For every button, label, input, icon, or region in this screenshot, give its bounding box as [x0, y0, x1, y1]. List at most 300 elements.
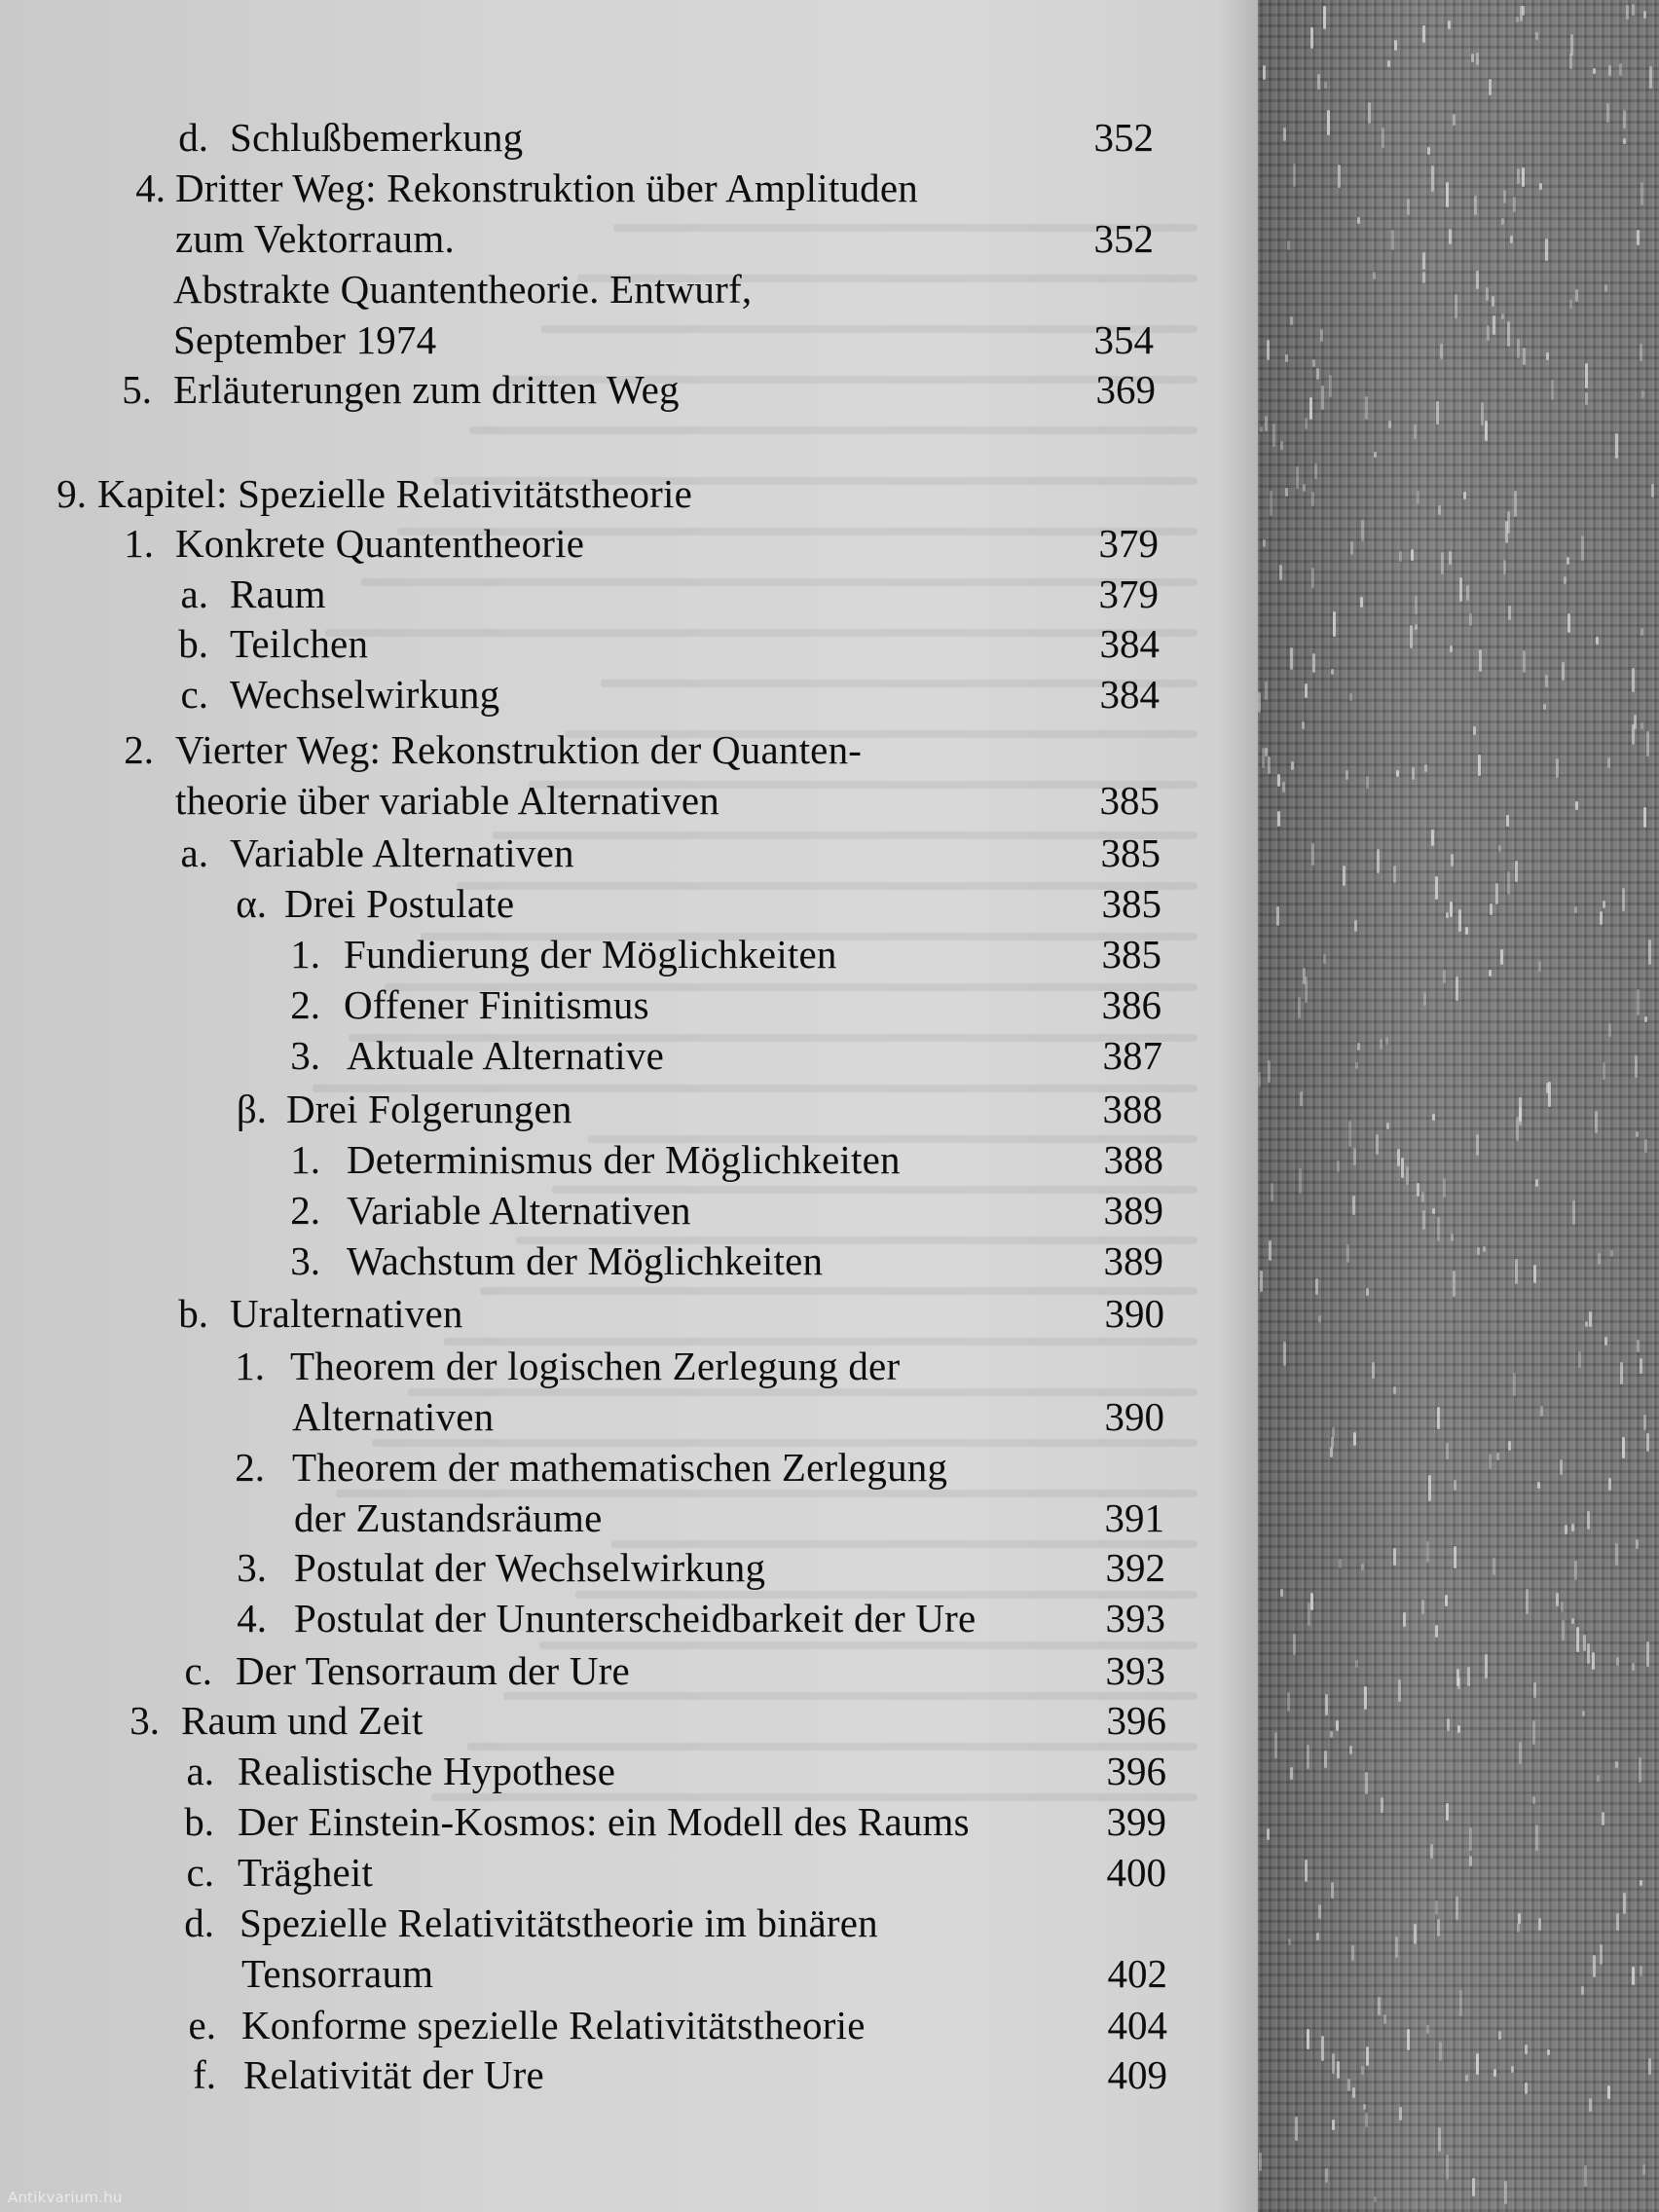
fabric-fleck [1646, 1433, 1649, 1452]
fabric-fleck [1469, 1856, 1472, 1866]
fabric-fleck [1520, 6, 1523, 21]
toc-entry-title: Trägheit [238, 1850, 374, 1895]
toc-entry [0, 1847, 1198, 1898]
fabric-fleck [1431, 830, 1434, 846]
fabric-fleck [1474, 196, 1477, 215]
fabric-fleck [1265, 682, 1268, 700]
fabric-fleck [1538, 961, 1541, 972]
fabric-fleck [1399, 551, 1402, 562]
toc-entry-page: 379 [1098, 521, 1159, 566]
toc-entry [0, 569, 1198, 619]
fabric-fleck [1507, 321, 1510, 347]
toc-entry-title: Theorem der mathematischen Zerlegung [292, 1445, 948, 1490]
fabric-fleck [1547, 2049, 1550, 2055]
fabric-fleck [1269, 1240, 1272, 1261]
fabric-fleck [1287, 240, 1290, 250]
fabric-fleck [1635, 1055, 1638, 1078]
fabric-fleck [1415, 596, 1418, 614]
fabric-fleck [1567, 557, 1569, 565]
fabric-fleck [1479, 649, 1482, 672]
toc-entry [0, 1235, 1198, 1286]
fabric-fleck [1436, 401, 1439, 424]
fabric-fleck [1548, 1082, 1551, 1107]
toc-entry-title: Alternativen [292, 1394, 495, 1439]
fabric-fleck [1360, 597, 1363, 608]
toc-entry-title: Schlußbemerkung [230, 115, 524, 160]
fabric-fleck [1310, 27, 1313, 49]
fabric-fleck [1493, 2069, 1496, 2077]
fabric-fleck [1632, 4, 1635, 16]
fabric-fleck [1372, 1362, 1375, 1379]
toc-entry [0, 1288, 1198, 1339]
fabric-fleck [1525, 2045, 1528, 2054]
fabric-fleck [1592, 1652, 1595, 1670]
fabric-fleck [1486, 287, 1489, 301]
toc-entry-title: Offener Finitismus [344, 982, 649, 1027]
fabric-fleck [1393, 1548, 1396, 1566]
fabric-fleck [1421, 1192, 1424, 1202]
toc-entry-title: Postulat der Ununterscheidbarkeit der Ure [294, 1596, 977, 1641]
fabric-fleck [1489, 79, 1492, 95]
toc-entry-title: theorie über variable Alternativen [175, 778, 719, 823]
toc-entry-page: 379 [1098, 571, 1159, 616]
toc-entry [0, 364, 1198, 415]
fabric-fleck [1644, 1016, 1647, 1022]
toc-entry-page: 384 [1099, 621, 1160, 666]
fabric-fleck [1641, 722, 1643, 729]
fabric-fleck [1451, 854, 1454, 866]
fabric-fleck [1450, 902, 1453, 917]
toc-entry-page: 389 [1103, 1188, 1163, 1233]
fabric-fleck [1485, 421, 1488, 441]
fabric-fleck [1439, 2042, 1442, 2061]
fabric-fleck [1476, 1134, 1479, 1156]
fabric-fleck [1424, 764, 1427, 772]
fabric-fleck [1537, 1482, 1540, 1489]
fabric-fleck [1600, 1944, 1603, 1965]
fabric-fleck [1374, 452, 1377, 458]
fabric-fleck [1622, 1437, 1625, 1458]
fabric-fleck [1327, 110, 1330, 135]
toc-entry-title: Relativität der Ure [243, 2052, 544, 2097]
fabric-fleck [1636, 1539, 1639, 1549]
fabric-fleck [1522, 167, 1525, 187]
fabric-fleck [1401, 1158, 1404, 1178]
fabric-fleck [1435, 1900, 1438, 1915]
toc-entry [0, 1898, 1198, 1948]
fabric-fleck [1458, 909, 1461, 932]
fabric-fleck [1394, 40, 1397, 51]
fabric-fleck [1603, 901, 1605, 908]
fabric-fleck [1451, 1234, 1454, 1241]
fabric-fleck [1640, 1358, 1642, 1374]
toc-entry-page: 393 [1105, 1596, 1165, 1641]
fabric-fleck [1455, 294, 1457, 318]
fabric-fleck [1651, 484, 1654, 498]
fabric-fleck [1641, 628, 1643, 636]
fabric-fleck [1583, 1635, 1586, 1651]
toc-entry-title: Fundierung der Möglichkeiten [344, 932, 837, 977]
toc-entry-title: Konforme spezielle Relativitätstheorie [241, 2003, 866, 2047]
fabric-fleck [1349, 1746, 1352, 1754]
fabric-fleck [1395, 1936, 1398, 1958]
fabric-fleck [1467, 1667, 1470, 1686]
fabric-fleck [1507, 871, 1510, 895]
fabric-fleck [1602, 1812, 1604, 1825]
toc-entry-page: 352 [1093, 115, 1154, 160]
fabric-fleck [1309, 397, 1312, 420]
fabric-fleck [1595, 1111, 1598, 1133]
fabric-fleck [1302, 721, 1305, 729]
fabric-fleck [1318, 1315, 1321, 1323]
fabric-fleck [1336, 1720, 1339, 1731]
fabric-fleck [1353, 1432, 1356, 1446]
fabric-fleck [1361, 520, 1364, 541]
toc-entry-title: Variable Alternativen [230, 830, 574, 875]
fabric-fleck [1525, 2083, 1528, 2094]
fabric-fleck [1427, 147, 1430, 155]
fabric-fleck [1355, 1062, 1358, 1069]
toc-entry [0, 264, 1198, 314]
fabric-fleck [1380, 1039, 1382, 1050]
fabric-fleck [1428, 1475, 1431, 1501]
fabric-fleck [1519, 1742, 1522, 1764]
toc-entry-page: 391 [1104, 1495, 1164, 1540]
fabric-fleck [1584, 2165, 1587, 2187]
fabric-fleck [1283, 1342, 1286, 1366]
fabric-fleck [1279, 565, 1282, 580]
toc-entry [0, 724, 1198, 775]
toc-entry-page: 389 [1103, 1238, 1163, 1283]
toc-entry-title: Raum [230, 571, 326, 616]
toc-entry [0, 1948, 1198, 1999]
toc-entry-page: 385 [1101, 932, 1161, 977]
fabric-fleck [1575, 289, 1578, 302]
toc-entry-title: Realistische Hypothese [238, 1749, 616, 1793]
fabric-fleck [1476, 53, 1479, 65]
fabric-fleck [1473, 726, 1476, 735]
fabric-fleck [1483, 1246, 1486, 1252]
fabric-fleck [1311, 843, 1314, 866]
toc-entry-number: a. [180, 830, 208, 875]
fabric-fleck [1533, 1265, 1536, 1283]
fabric-fleck [1438, 2127, 1441, 2152]
page-edge-shadow [1219, 0, 1258, 2212]
fabric-fleck [1417, 491, 1419, 504]
fabric-fleck [1321, 386, 1324, 410]
fabric-fleck [1598, 1253, 1601, 1265]
toc-entry-page: 409 [1107, 2052, 1167, 2097]
toc-entry-number: c. [180, 672, 208, 717]
fabric-fleck [1489, 970, 1492, 977]
toc-entry [0, 828, 1198, 878]
fabric-fleck [1504, 2181, 1507, 2204]
toc-entry-page: 384 [1099, 672, 1160, 717]
fabric-fleck [1268, 756, 1271, 774]
fabric-fleck [1501, 313, 1504, 319]
toc-entry-title: zum Vektorraum. [175, 216, 455, 261]
fabric-fleck [1376, 1134, 1379, 1155]
toc-entry [0, 213, 1198, 264]
fabric-fleck [1305, 418, 1308, 429]
fabric-fleck [1535, 1179, 1538, 1187]
toc-entry-number: b. [178, 621, 208, 666]
toc-entry-page: 385 [1101, 881, 1161, 926]
toc-entry-page: 386 [1101, 982, 1161, 1027]
fabric-fleck [1287, 1692, 1290, 1712]
fabric-fleck [1641, 390, 1644, 398]
fabric-fleck [1385, 1037, 1388, 1045]
toc-entry-title: Variable Alternativen [347, 1188, 691, 1233]
fabric-fleck [1487, 325, 1490, 341]
fabric-fleck [1607, 2085, 1610, 2099]
fabric-background [1258, 0, 1659, 2212]
fabric-fleck [1312, 359, 1315, 367]
fabric-fleck [1616, 1657, 1619, 1666]
fabric-fleck [1446, 182, 1449, 207]
fabric-fleck [1426, 2025, 1429, 2034]
fabric-fleck [1640, 344, 1642, 361]
fabric-fleck [1604, 1337, 1607, 1346]
fabric-fleck [1446, 1443, 1449, 1459]
fabric-fleck [1585, 1321, 1588, 1327]
fabric-fleck [1338, 165, 1341, 188]
toc-entry-title: Kapitel: Spezielle Relativitätstheorie [97, 471, 693, 516]
fabric-fleck [1519, 1107, 1522, 1125]
fabric-fleck [1320, 329, 1323, 342]
fabric-fleck [1364, 1686, 1367, 1710]
fabric-fleck [1311, 568, 1314, 588]
toc-entry-number: 9. [56, 471, 87, 516]
fabric-fleck [1271, 1183, 1273, 1201]
fabric-fleck [1646, 1641, 1649, 1667]
fabric-fleck [1276, 906, 1279, 926]
fabric-fleck [1503, 560, 1506, 574]
fabric-fleck [1532, 1796, 1535, 1804]
fabric-fleck [1581, 1986, 1584, 1995]
fabric-fleck [1457, 1725, 1460, 1733]
fabric-fleck [1535, 1825, 1538, 1851]
fabric-fleck [1426, 1541, 1429, 1563]
fabric-fleck [1296, 466, 1299, 489]
toc-entry-page: 369 [1095, 367, 1156, 412]
fabric-fleck [1616, 1913, 1619, 1931]
fabric-fleck [1280, 1589, 1283, 1597]
fabric-fleck [1574, 1561, 1577, 1580]
toc-entry [0, 1084, 1198, 1134]
fabric-fleck [1407, 199, 1410, 215]
toc-entry [0, 979, 1198, 1030]
fabric-fleck [1323, 954, 1326, 964]
fabric-fleck [1465, 927, 1468, 935]
fabric-fleck [1259, 2153, 1262, 2171]
fabric-fleck [1290, 316, 1293, 325]
fabric-fleck [1493, 1558, 1495, 1575]
fabric-fleck [1307, 2029, 1309, 2049]
fabric-fleck [1352, 2087, 1355, 2098]
toc-entry [0, 1391, 1198, 1442]
fabric-fleck [1477, 1247, 1480, 1255]
fabric-fleck [1608, 1478, 1611, 1491]
fabric-fleck [1339, 1559, 1342, 1568]
fabric-fleck [1435, 876, 1438, 900]
fabric-fleck [1565, 1525, 1567, 1534]
toc-entry [0, 1593, 1198, 1643]
fabric-fleck [1543, 704, 1546, 710]
fabric-fleck [1643, 11, 1646, 18]
fabric-fleck [1258, 1072, 1261, 1088]
toc-entry-title: Teilchen [230, 621, 369, 666]
fabric-fleck [1283, 128, 1286, 141]
fabric-fleck [1456, 977, 1458, 1001]
fabric-fleck [1258, 692, 1261, 713]
fabric-fleck [1268, 1060, 1271, 1083]
fabric-fleck [1323, 6, 1326, 29]
toc-entry-page: 385 [1100, 830, 1161, 875]
fabric-fleck [1348, 1121, 1351, 1147]
fabric-fleck [1314, 463, 1317, 479]
fabric-fleck [1354, 920, 1357, 932]
toc-entry-number: 4. [237, 1596, 267, 1641]
toc-entry-page: 387 [1102, 1033, 1162, 1078]
fabric-fleck [1363, 2104, 1366, 2110]
fabric-fleck [1610, 1250, 1613, 1257]
fabric-fleck [1411, 549, 1414, 561]
fabric-fleck [1500, 949, 1503, 965]
toc-entry-number: e. [188, 2003, 216, 2047]
fabric-fleck [1272, 424, 1275, 447]
toc-entry-number: 3. [237, 1545, 267, 1590]
fabric-fleck [1438, 505, 1441, 515]
fabric-fleck [1267, 340, 1270, 360]
fabric-fleck [1582, 1711, 1585, 1716]
fabric-fleck [1587, 1643, 1590, 1664]
fabric-fleck [1330, 1447, 1333, 1457]
toc-entry-page: 404 [1107, 2003, 1167, 2047]
fabric-fleck [1263, 539, 1266, 547]
toc-entry-number: d. [178, 115, 208, 160]
fabric-fleck [1267, 1828, 1270, 1840]
fabric-fleck [1642, 2164, 1645, 2175]
fabric-fleck [1600, 911, 1603, 925]
toc-entry-page: 385 [1099, 778, 1160, 823]
toc-entry-title: Tensorraum [241, 1951, 434, 1996]
toc-entry-number: 1. [235, 1344, 265, 1388]
toc-entry-number: d. [184, 1900, 214, 1945]
toc-entry-page: 352 [1093, 216, 1154, 261]
fabric-fleck [1581, 535, 1584, 561]
fabric-fleck [1511, 2066, 1514, 2073]
fabric-fleck [1507, 511, 1510, 534]
fabric-fleck [1422, 1210, 1425, 1230]
fabric-fleck [1357, 217, 1360, 224]
fabric-fleck [1640, 1966, 1642, 1976]
fabric-fleck [1501, 218, 1504, 225]
fabric-fleck [1463, 492, 1466, 499]
fabric-fleck [1410, 625, 1413, 648]
fabric-fleck [1445, 1595, 1448, 1606]
fabric-fleck [1471, 54, 1474, 62]
fabric-fleck [1332, 2120, 1335, 2130]
toc-entry-number: 3. [290, 1033, 320, 1078]
fabric-fleck [1440, 344, 1443, 359]
fabric-fleck [1608, 1023, 1611, 1037]
fabric-fleck [1448, 20, 1451, 29]
fabric-fleck [1378, 1997, 1381, 2015]
fabric-fleck [1622, 888, 1625, 911]
fabric-fleck [1285, 354, 1288, 362]
toc-entry-page: 396 [1106, 1698, 1166, 1743]
fabric-fleck [1456, 1897, 1458, 1920]
fabric-fleck [1366, 1288, 1369, 1296]
fabric-fleck [1446, 2155, 1449, 2180]
fabric-fleck [1353, 1148, 1356, 1165]
fabric-fleck [1593, 68, 1596, 74]
fabric-fleck [1305, 1860, 1308, 1882]
toc-entry [0, 878, 1198, 929]
fabric-fleck [1295, 2117, 1298, 2141]
fabric-fleck [1366, 776, 1369, 789]
fabric-fleck [1382, 128, 1384, 148]
toc-entry-number: b. [184, 1799, 214, 1844]
fabric-fleck [1546, 352, 1549, 360]
toc-entry-page: 390 [1104, 1291, 1164, 1336]
fabric-fleck [1260, 426, 1263, 432]
toc-entry-number: 2. [124, 727, 154, 772]
toc-entry [0, 1645, 1198, 1696]
fabric-fleck [1274, 1732, 1277, 1758]
fabric-fleck [1615, 1761, 1618, 1768]
fabric-fleck [1393, 1386, 1396, 1394]
fabric-fleck [1422, 272, 1425, 283]
fabric-fleck [1325, 1694, 1328, 1715]
fabric-fleck [1365, 2113, 1368, 2127]
fabric-fleck [1265, 416, 1268, 431]
fabric-fleck [1441, 552, 1444, 574]
fabric-fleck [1516, 17, 1519, 22]
fabric-fleck [1298, 997, 1301, 1018]
toc-entry-title: Wachstum der Möglichkeiten [347, 1238, 824, 1283]
toc-entry-number: 5. [122, 367, 152, 412]
fabric-fleck [1422, 252, 1425, 270]
fabric-fleck [1498, 845, 1501, 852]
fabric-fleck [1648, 940, 1651, 965]
toc-entry-number: β. [236, 1087, 267, 1131]
fabric-fleck [1545, 239, 1548, 261]
fabric-fleck [1299, 1168, 1302, 1194]
fabric-fleck [1435, 1625, 1438, 1638]
fabric-fleck [1603, 1062, 1605, 1080]
fabric-fleck [1576, 1627, 1579, 1652]
toc-entry [0, 1796, 1198, 1847]
fabric-fleck [1493, 315, 1495, 335]
fabric-fleck [1641, 182, 1643, 205]
fabric-fleck [1431, 166, 1434, 192]
fabric-fleck [1632, 668, 1635, 692]
fabric-fleck [1337, 2061, 1340, 2079]
fabric-fleck [1324, 82, 1327, 89]
fabric-fleck [1593, 1955, 1596, 1977]
toc-entry-title: Drei Folgerungen [286, 1087, 572, 1131]
fabric-fleck [1535, 32, 1538, 40]
toc-entry-title: Der Tensorraum der Ure [236, 1648, 630, 1693]
fabric-fleck [1457, 1677, 1460, 1689]
fabric-fleck [1349, 693, 1352, 701]
fabric-fleck [1632, 1663, 1635, 1671]
fabric-fleck [1459, 1990, 1462, 2016]
fabric-fleck [1346, 770, 1348, 780]
fabric-fleck [1387, 60, 1390, 67]
